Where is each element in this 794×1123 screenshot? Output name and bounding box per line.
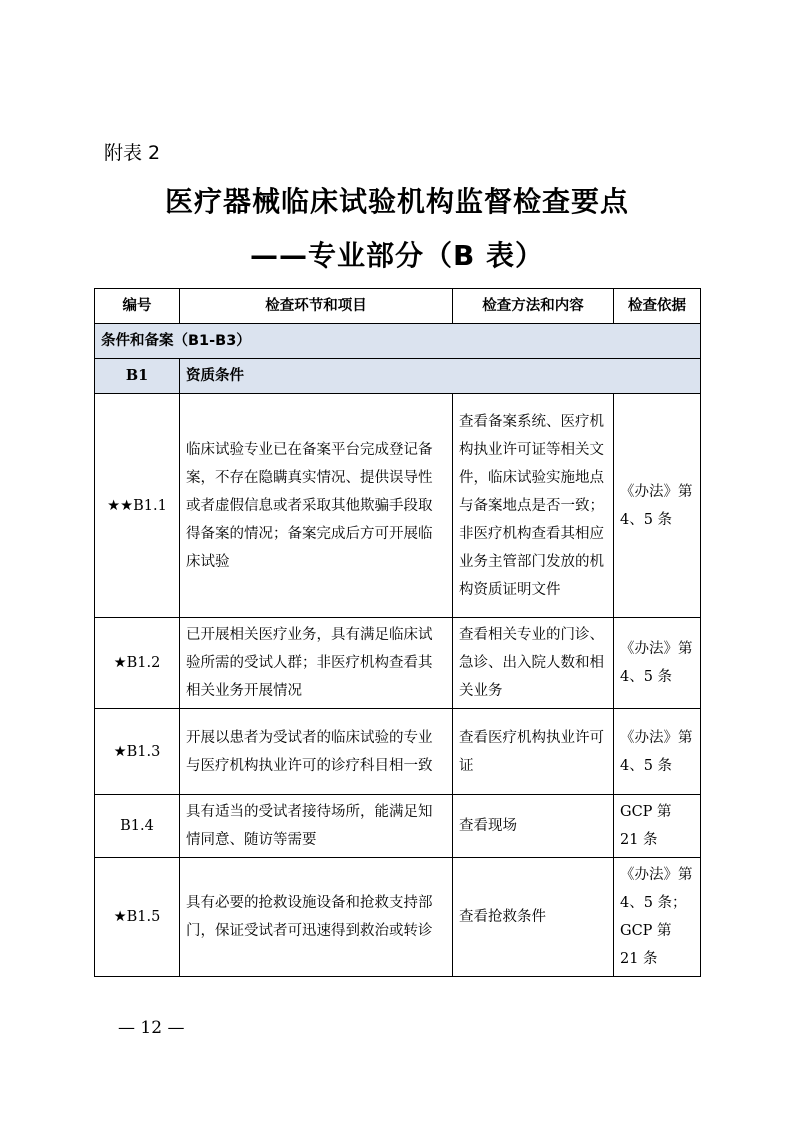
table-row xyxy=(95,394,701,618)
subsection-row xyxy=(95,359,701,394)
row-item: 具有必要的抢救设施设备和抢救支持部门，保证受试者可迅速得到救治或转诊 xyxy=(180,858,453,977)
subsection-title: 资质条件 xyxy=(180,359,701,394)
row-code: ★★B1.1 xyxy=(95,394,180,618)
row-method: 查看备案系统、医疗机构执业许可证等相关文件，临床试验实施地点与备案地点是否一致；非医疗机构查看其相应业务主管部门发放的机构资质证明文件 xyxy=(453,394,614,618)
header-basis: 检查依据 xyxy=(614,289,701,324)
header-item: 检查环节和项目 xyxy=(180,289,453,324)
table-row xyxy=(95,795,701,858)
inspection-table xyxy=(94,288,701,977)
row-item: 具有适当的受试者接待场所，能满足知情同意、随访等需要 xyxy=(180,795,453,858)
table-row xyxy=(95,858,701,977)
row-item: 临床试验专业已在备案平台完成登记备案，不存在隐瞒真实情况、提供误导性或者虚假信息或者采取其他欺骗手段取得备案的情况；备案完成后方可开展临床试验 xyxy=(180,394,453,618)
row-code: ★B1.5 xyxy=(95,858,180,977)
row-basis: GCP 第 21 条 xyxy=(614,795,701,858)
section-row xyxy=(95,324,701,359)
row-basis: 《办法》第 4、5 条 xyxy=(614,709,701,795)
subsection-code: B1 xyxy=(95,359,180,394)
header-code: 编号 xyxy=(95,289,180,324)
row-code: B1.4 xyxy=(95,795,180,858)
row-item: 已开展相关医疗业务，具有满足临床试验所需的受试人群；非医疗机构查看其相关业务开展情况 xyxy=(180,618,453,709)
row-basis: 《办法》第 4、5 条 xyxy=(614,394,701,618)
document-subtitle: ——专业部分（B 表） xyxy=(249,239,545,272)
row-method: 查看抢救条件 xyxy=(453,858,614,977)
header-method: 检查方法和内容 xyxy=(453,289,614,324)
document-title: 医疗器械临床试验机构监督检查要点 xyxy=(164,185,629,218)
row-code: ★B1.2 xyxy=(95,618,180,709)
row-basis: 《办法》第 4、5 条 xyxy=(614,618,701,709)
section-title: 条件和备案（B1-B3） xyxy=(95,324,701,359)
row-item: 开展以患者为受试者的临床试验的专业与医疗机构执业许可的诊疗科目相一致 xyxy=(180,709,453,795)
page-number: — 12 — xyxy=(118,1018,185,1038)
row-method: 查看现场 xyxy=(453,795,614,858)
table-header-row xyxy=(95,289,701,324)
row-code: ★B1.3 xyxy=(95,709,180,795)
table-row xyxy=(95,618,701,709)
row-method: 查看相关专业的门诊、急诊、出入院人数和相关业务 xyxy=(453,618,614,709)
table-row xyxy=(95,709,701,795)
appendix-label: 附表 2 xyxy=(104,142,161,164)
row-method: 查看医疗机构执业许可证 xyxy=(453,709,614,795)
row-basis: 《办法》第 4、5 条；GCP 第 21 条 xyxy=(614,858,701,977)
